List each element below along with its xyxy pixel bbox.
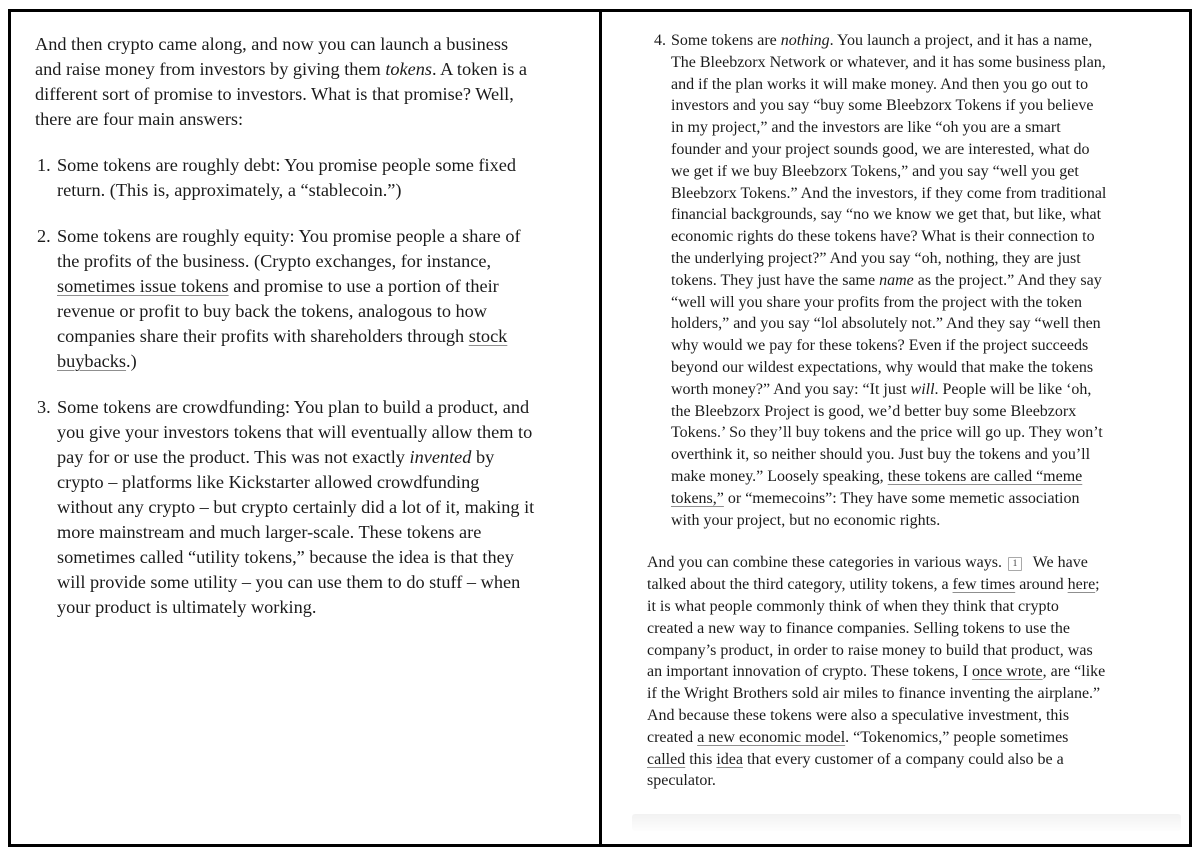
inline-link[interactable]: called xyxy=(647,750,686,768)
emphasis-text: nothing xyxy=(780,32,830,49)
highlight-artifact xyxy=(632,814,1181,831)
document-page xyxy=(8,9,1192,847)
list-item-number: 2. xyxy=(37,226,51,246)
inline-link[interactable]: few times xyxy=(952,576,1016,594)
inline-link[interactable]: a new economic model xyxy=(697,728,846,746)
list-item-number: 4. xyxy=(654,32,666,49)
emphasis-text: name xyxy=(879,271,914,289)
intro-paragraph: And then crypto came along, and now you can launch a business and raise money from investors by giving them tokens. A token is a different sort of promise to investors. What is that promise? Well, there are four main answers: xyxy=(35,34,527,129)
token-types-list-4 xyxy=(647,30,1109,531)
inline-link[interactable]: sometimes issue tokens xyxy=(57,276,229,296)
emphasis-text: will xyxy=(910,380,935,398)
numbered-list-item xyxy=(35,395,537,620)
list-item-text: Some tokens are roughly equity: You promise people a share of the profits of the business. (Crypto exchanges, for instance, sometimes issue tokens and promise to use a portion of their revenue or profit to buy back the tokens, analogous to how companies share their profits with shareholders through stock buybacks.) xyxy=(57,226,521,371)
list-item-number: 1. xyxy=(37,155,51,175)
list-item-number: 3. xyxy=(37,397,51,417)
inline-link[interactable]: stock buybacks xyxy=(57,326,508,371)
list-item-text: Some tokens are roughly debt: You promise people some fixed return. (This is, approximately, a “stablecoin.”) xyxy=(57,155,516,200)
inline-link[interactable]: once wrote xyxy=(971,663,1043,681)
emphasis-text: tokens xyxy=(385,59,433,79)
inline-link[interactable]: idea xyxy=(716,750,743,768)
right-column xyxy=(602,12,1189,844)
closing-paragraph: And you can combine these categories in various ways. $^1$ We have talked about the third category, utility tokens, a few times around here; it is what people commonly think of when they think that crypto created a new way to finance companies. Selling tokens to use the company’s product, in order to raise money to build that product, was an important innovation of crypto. These tokens, I once wrote, are “like if the Wright Brothers sold air miles to finance inventing the airplane.” And because these tokens were also a speculative investment, this created a new economic model. “Tokenomics,” people sometimes called this idea that every customer of a company could also be a speculator. xyxy=(647,554,1106,790)
left-column xyxy=(11,12,602,844)
token-types-list-1-3 xyxy=(35,153,537,620)
list-item-text: Some tokens are crowdfunding: You plan to build a product, and you give your investors tokens that will eventually allow them to pay for or use the product. This was not exactly invented by crypto – platforms like Kickstarter allowed crowdfunding without any crypto – but crypto certainly did a lot of it, making it more mainstream and much larger-scale. These tokens are sometimes called “utility tokens,” because the idea is that they will provide some utility – you can use them to do stuff – when your product is ultimately working. xyxy=(57,397,535,617)
list-item-text: Some tokens are nothing. You launch a project, and it has a name, The Bleebzorx Network or whatever, and it has some business plan, and if the plan works it will make money. And then you go out to investors and you say “buy some Bleebzorx Tokens if you believe in my project,” and the investors are like “oh you are a smart founder and your project sounds good, we are interested, what do we get if we buy Bleebzorx Tokens,” and you say “well you get Bleebzorx Tokens.” And the investors, if they come from traditional financial backgrounds, say “no we know we get that, but like, what economic rights do these tokens have? What is their connection to the underlying project?” And you say “oh, nothing, they are just tokens. They just have the same name as the project.” And they say “well will you share your profits from the project with the token holders,” and you say “lol absolutely not.” And they say “well then why would we pay for these tokens? Even if the project succeeds beyond our wildest expectations, why would that make the tokens worth money?” And you say: “It just will. People will be like ‘oh, the Bleebzorx Project is good, we’d better buy some Bleebzorx Tokens.’ So they’ll buy tokens and the price will go up. They won’t overthink it, so neither should you. Just buy the tokens and you’ll make money.” Loosely speaking, these tokens are called “meme tokens,” or “memecoins”: They have some memetic association with your project, but no economic rights. xyxy=(671,32,1107,529)
numbered-list-item xyxy=(35,224,537,374)
numbered-list-item xyxy=(647,30,1109,531)
emphasis-text: invented xyxy=(409,447,472,467)
inline-link[interactable]: here xyxy=(1067,576,1096,594)
inline-link[interactable]: these tokens are called “meme tokens,” xyxy=(671,467,1083,507)
numbered-list-item xyxy=(35,153,537,203)
footnote-ref[interactable]: 1 xyxy=(1008,557,1022,571)
